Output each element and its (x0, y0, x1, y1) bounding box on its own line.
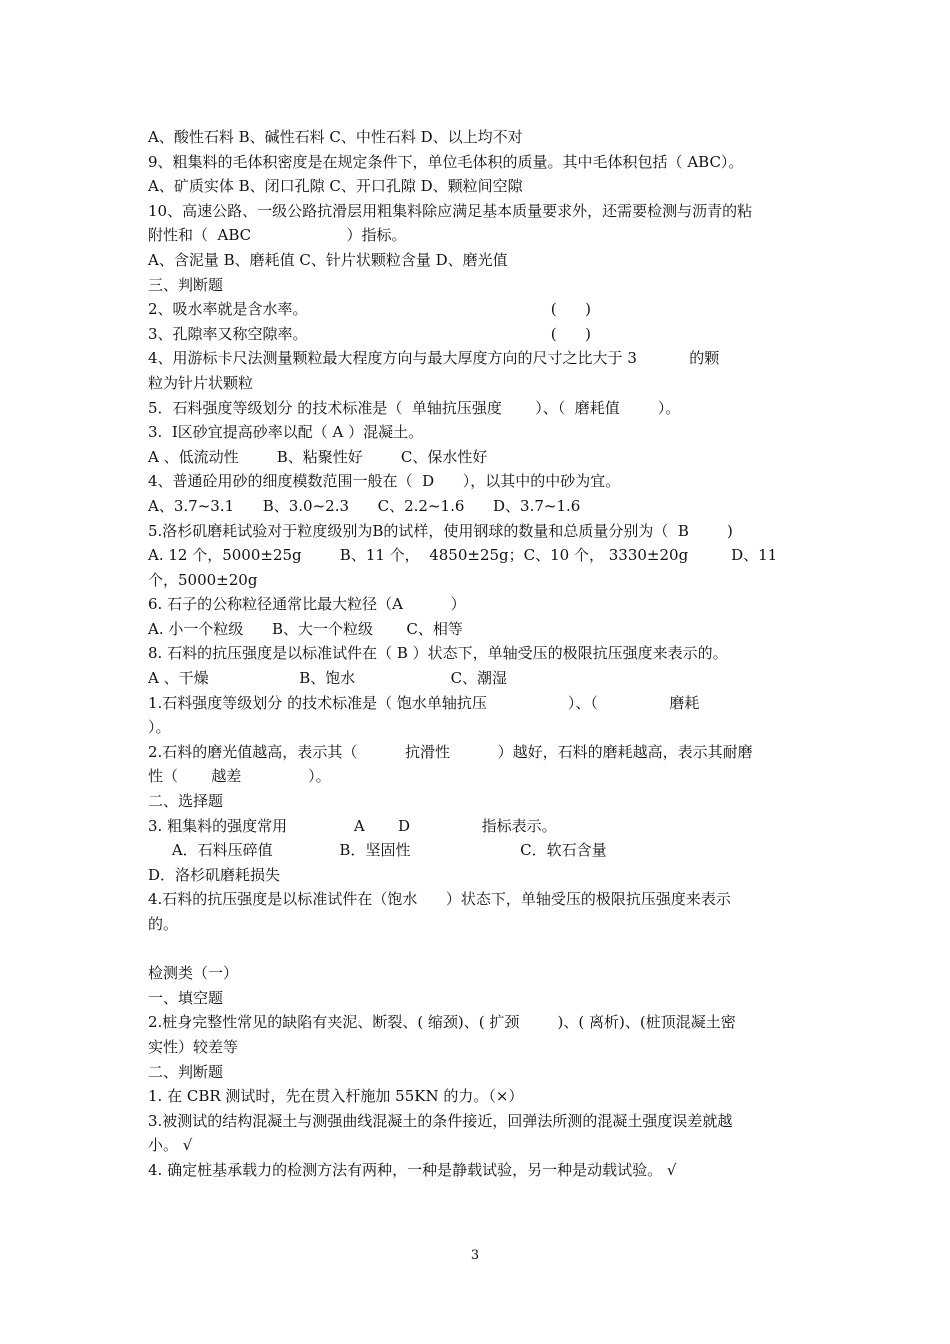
text-line: 一、填空题 (148, 988, 224, 1007)
text-line (148, 937, 808, 962)
text-line: 10、高速公路、一级公路抗滑层用粗集料除应满足基本质量要求外，还需要检测与沥青的粘 (148, 201, 753, 220)
text-line: 2.石料的磨光值越高，表示其（ 抗滑性 ）越好，石料的磨耗越高，表示其耐磨 (148, 742, 753, 761)
text-line: 9、粗集料的毛体积密度是在规定条件下，单位毛体积的质量。其中毛体积包括（ ABC）。 (148, 152, 744, 171)
text-line: 二、选择题 (148, 792, 224, 811)
text-line: A、3.7~3.1 B、3.0~2.3 C、2.2~1.6 D、3.7~1.6 (148, 496, 581, 515)
text-line: 3、孔隙率又称空隙率。 ( ) (148, 324, 592, 343)
text-line: 三、判断题 (148, 275, 224, 294)
text-line: A 、干燥 B、饱水 C、潮湿 (148, 669, 508, 688)
text-line: 粒为针片状颗粒 (148, 373, 254, 392)
text-line: 3. 粗集料的强度常用 A D 指标表示。 (148, 816, 557, 835)
text-line: 个，5000±20g (148, 570, 258, 589)
text-line: A．石料压碎值 B．坚固性 C．软石含量 (148, 841, 607, 860)
document-body (148, 125, 808, 1183)
text-line: 8. 石料的抗压强度是以标准试件在（ B ）状态下，单轴受压的极限抗压强度来表示的。 (148, 644, 728, 663)
page-number: 3 (470, 1248, 480, 1263)
text-line: 3. Ⅰ区砂宜提高砂率以配（ A ）混凝土。 (148, 423, 424, 442)
text-line: 的。 (148, 915, 179, 933)
text-line: 小。 √ (148, 1136, 193, 1155)
text-line: A 、低流动性 B、粘聚性好 C、保水性好 (148, 447, 488, 466)
text-line: A、矿质实体 B、闭口孔隙 C、开口孔隙 D、颗粒间空隙 (148, 177, 523, 196)
text-line: 性（ 越差 ）。 (148, 767, 331, 786)
text-line: 3.被测试的结构混凝土与测强曲线混凝土的条件接近，回弹法所测的混凝土强度误差就越 (148, 1111, 733, 1130)
text-line: 4、普通砼用砂的细度模数范围一般在（ D ），以其中的中砂为宜。 (148, 472, 621, 491)
text-line: A. 小一个粒级 B、大一个粒级 C、相等 (148, 619, 463, 638)
text-line: ）。 (148, 718, 171, 737)
text-line: 6. 石子的公称粒径通常比最大粒径（A ） (148, 595, 466, 614)
text-line: 4、用游标卡尺法测量颗粒最大程度方向与最大厚度方向的尺寸之比大于 3 的颗 (148, 349, 720, 368)
text-line: 附性和（ ABC ）指标。 (148, 226, 407, 245)
text-line: 1.石料强度等级划分 的技术标准是（ 饱水单轴抗压 ）、（ 磨耗 (148, 693, 700, 712)
text-line: A、含泥量 B、磨耗值 C、针片状颗粒含量 D、磨光值 (148, 250, 508, 269)
text-line: 检测类（一） (148, 964, 239, 983)
text-line: 实性）较差等 (148, 1037, 239, 1056)
text-line: 5.洛杉矶磨耗试验对于粒度级别为B的试样，使用钢球的数量和总质量分别为（ B ) (148, 521, 733, 540)
text-line: 2、吸水率就是含水率。 ( ) (148, 300, 592, 319)
text-line: A、酸性石料 B、碱性石料 C、中性石料 D、以上均不对 (148, 128, 523, 146)
text-line: D．洛杉矶磨耗损失 (148, 865, 281, 884)
text-line: 2.桩身完整性常见的缺陷有夹泥、断裂、( 缩颈)、( 扩颈 )、( 离析)、(桩顶混凝土密 (148, 1013, 736, 1032)
text-line: 二、判断题 (148, 1062, 224, 1081)
text-line: 1. 在 CBR 测试时，先在贯入杆施加 55KN 的力。（×） (148, 1087, 524, 1106)
text-line: A. 12 个，5000±25g B、11 个， 4850±25g；C、10 个， 3330±20g D、11 (148, 546, 778, 565)
text-line: 4. 确定桩基承载力的检测方法有两种，一种是静载试验，另一种是动载试验。 √ (148, 1160, 677, 1179)
text-line: 5．石料强度等级划分 的技术标准是（ 单轴抗压强度 ）、（ 磨耗值 ）。 (148, 398, 681, 417)
text-line: 4.石料的抗压强度是以标准试件在（饱水 ）状态下，单轴受压的极限抗压强度来表示 (148, 890, 731, 909)
